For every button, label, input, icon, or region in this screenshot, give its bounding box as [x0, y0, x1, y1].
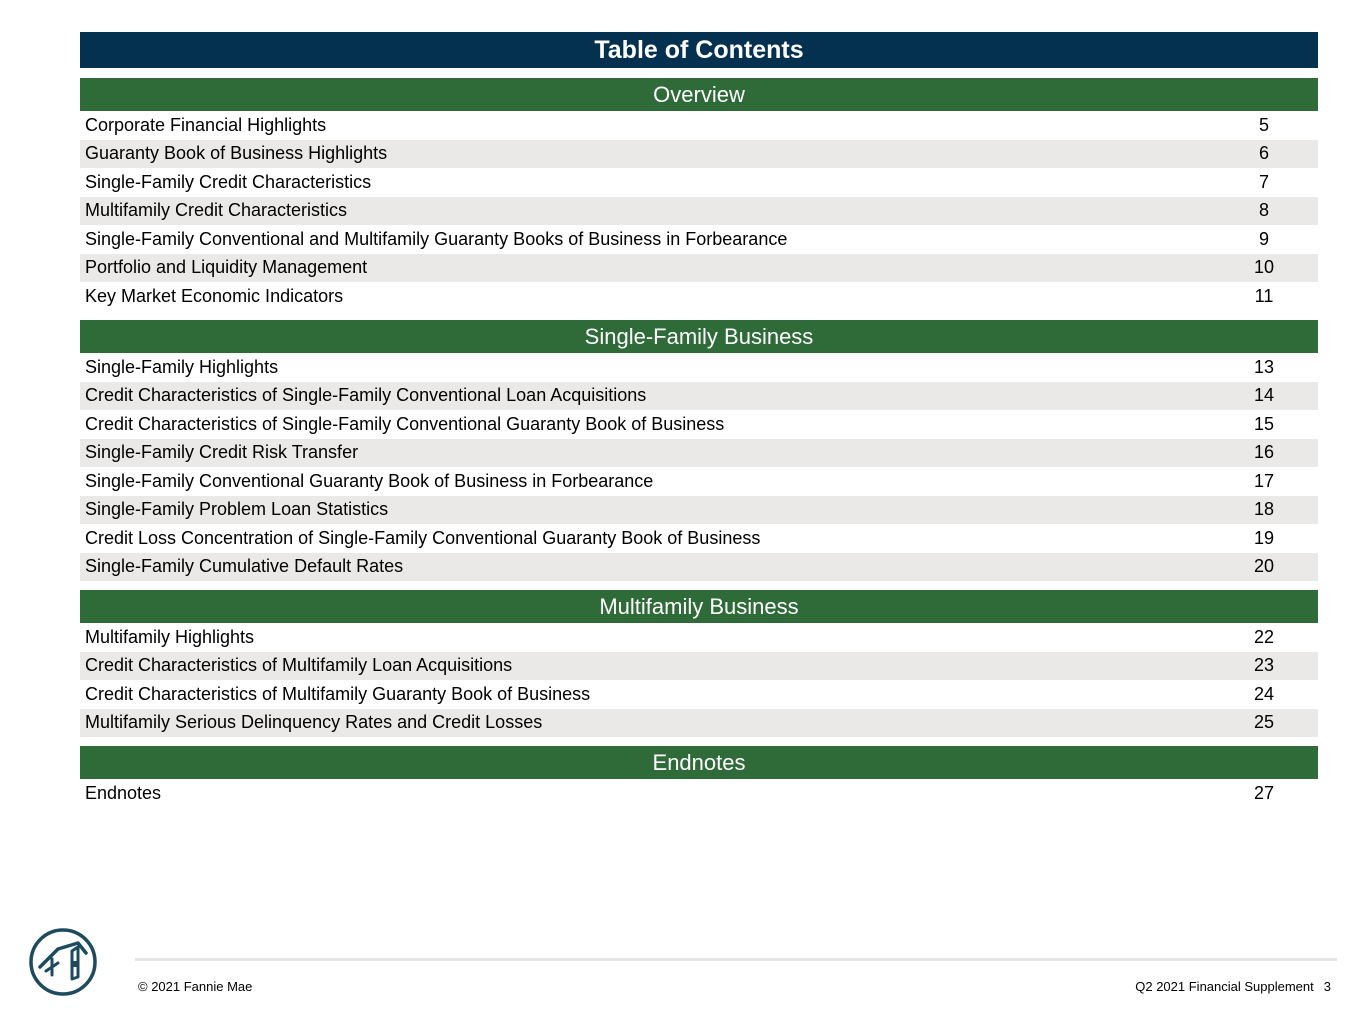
page-title: Table of Contents: [80, 32, 1318, 68]
toc-entry-page: 10: [1253, 257, 1275, 278]
toc-entry-label: Guaranty Book of Business Highlights: [85, 143, 388, 164]
toc-entry-page: 11: [1254, 285, 1274, 306]
toc-entry[interactable]: [80, 779, 1318, 808]
toc-entry-label: Multifamily Credit Characteristics: [85, 200, 348, 221]
toc-entry-label: Single-Family Problem Loan Statistics: [85, 499, 389, 520]
toc-entry[interactable]: [80, 382, 1318, 411]
toc-entry-page: 18: [1253, 499, 1275, 520]
toc-entry[interactable]: [80, 410, 1318, 439]
toc-entry-label: Single-Family Conventional and Multifamily Guaranty Books of Business in Forbearance: [85, 228, 788, 249]
toc-entry-label: Portfolio and Liquidity Management: [85, 257, 368, 278]
toc-entry[interactable]: [80, 168, 1318, 197]
footer-page-number: 3: [1323, 979, 1331, 994]
toc-entry[interactable]: [80, 652, 1318, 681]
toc-entry[interactable]: [80, 709, 1318, 738]
toc-entry[interactable]: [80, 254, 1318, 283]
toc-entry[interactable]: [80, 467, 1318, 496]
toc-entry-label: Credit Loss Concentration of Single-Family Conventional Guaranty Book of Business: [85, 527, 761, 548]
toc-entry-label: Single-Family Credit Characteristics: [85, 171, 372, 192]
toc-entry[interactable]: [80, 353, 1318, 382]
section-overview: [80, 78, 1318, 311]
toc-entry[interactable]: [80, 623, 1318, 652]
toc-entry[interactable]: [80, 282, 1318, 311]
toc-entry-label: Single-Family Highlights: [85, 356, 279, 377]
toc-entry-label: Key Market Economic Indicators: [85, 285, 344, 306]
toc-entry-label: Credit Characteristics of Single-Family Conventional Guaranty Book of Business: [85, 413, 725, 434]
toc-entry-label: Single-Family Conventional Guaranty Book of Business in Forbearance: [85, 470, 654, 491]
section-heading: Single-Family Business: [80, 320, 1318, 353]
toc-entry[interactable]: [80, 439, 1318, 468]
toc-entry-label: Single-Family Credit Risk Transfer: [85, 442, 359, 463]
toc-entry-label: Credit Characteristics of Single-Family Conventional Loan Acquisitions: [85, 385, 647, 406]
section-multifamily: [80, 590, 1318, 737]
toc-entry-label: Single-Family Cumulative Default Rates: [85, 556, 404, 577]
toc-entry-label: Credit Characteristics of Multifamily Guaranty Book of Business: [85, 683, 591, 704]
toc-entry[interactable]: [80, 553, 1318, 582]
toc-entry-page: 24: [1253, 683, 1275, 704]
toc-entry-label: Credit Characteristics of Multifamily Loan Acquisitions: [85, 655, 513, 676]
toc-entry-page: 6: [1258, 143, 1269, 164]
toc-entry-page: 20: [1253, 556, 1275, 577]
toc-entry[interactable]: [80, 197, 1318, 226]
toc-entry-page: 25: [1253, 712, 1275, 733]
toc-entry-page: 5: [1258, 114, 1269, 135]
toc-entry-label: Endnotes: [85, 782, 162, 803]
toc-entry-page: 19: [1253, 527, 1275, 548]
toc-entry-page: 17: [1253, 470, 1275, 491]
toc-entry-page: 15: [1253, 413, 1275, 434]
toc-entry[interactable]: [80, 140, 1318, 169]
toc-entry[interactable]: [80, 524, 1318, 553]
toc-entry[interactable]: [80, 225, 1318, 254]
section-endnotes: [80, 746, 1318, 808]
footer-document-title: Q2 2021 Financial Supplement: [1135, 979, 1314, 994]
toc-entry-page: 27: [1253, 782, 1275, 803]
toc-entry[interactable]: [80, 496, 1318, 525]
toc-entry-page: 9: [1258, 228, 1269, 249]
footer-copyright: © 2021 Fannie Mae: [138, 979, 253, 994]
toc-entry-label: Multifamily Serious Delinquency Rates and Credit Losses: [85, 712, 543, 733]
toc-entry-label: Multifamily Highlights: [85, 626, 255, 647]
toc-entry-page: 7: [1258, 171, 1269, 192]
section-heading: Overview: [80, 78, 1318, 111]
toc-entry-label: Corporate Financial Highlights: [85, 114, 327, 135]
footer-document-info: [1135, 979, 1331, 994]
toc-entry-page: 8: [1258, 200, 1269, 221]
section-heading: Endnotes: [80, 746, 1318, 779]
footer-divider: [135, 958, 1337, 961]
toc-entry-page: 23: [1253, 655, 1275, 676]
toc-entry-page: 14: [1253, 385, 1275, 406]
toc-entry-page: 16: [1253, 442, 1275, 463]
toc-entry-page: 13: [1253, 356, 1275, 377]
toc-entry[interactable]: [80, 111, 1318, 140]
toc-entry-page: 22: [1253, 626, 1275, 647]
fannie-mae-house-logo-icon: [28, 927, 98, 997]
section-heading: Multifamily Business: [80, 590, 1318, 623]
section-single-family: [80, 320, 1318, 581]
toc-entry[interactable]: [80, 680, 1318, 709]
